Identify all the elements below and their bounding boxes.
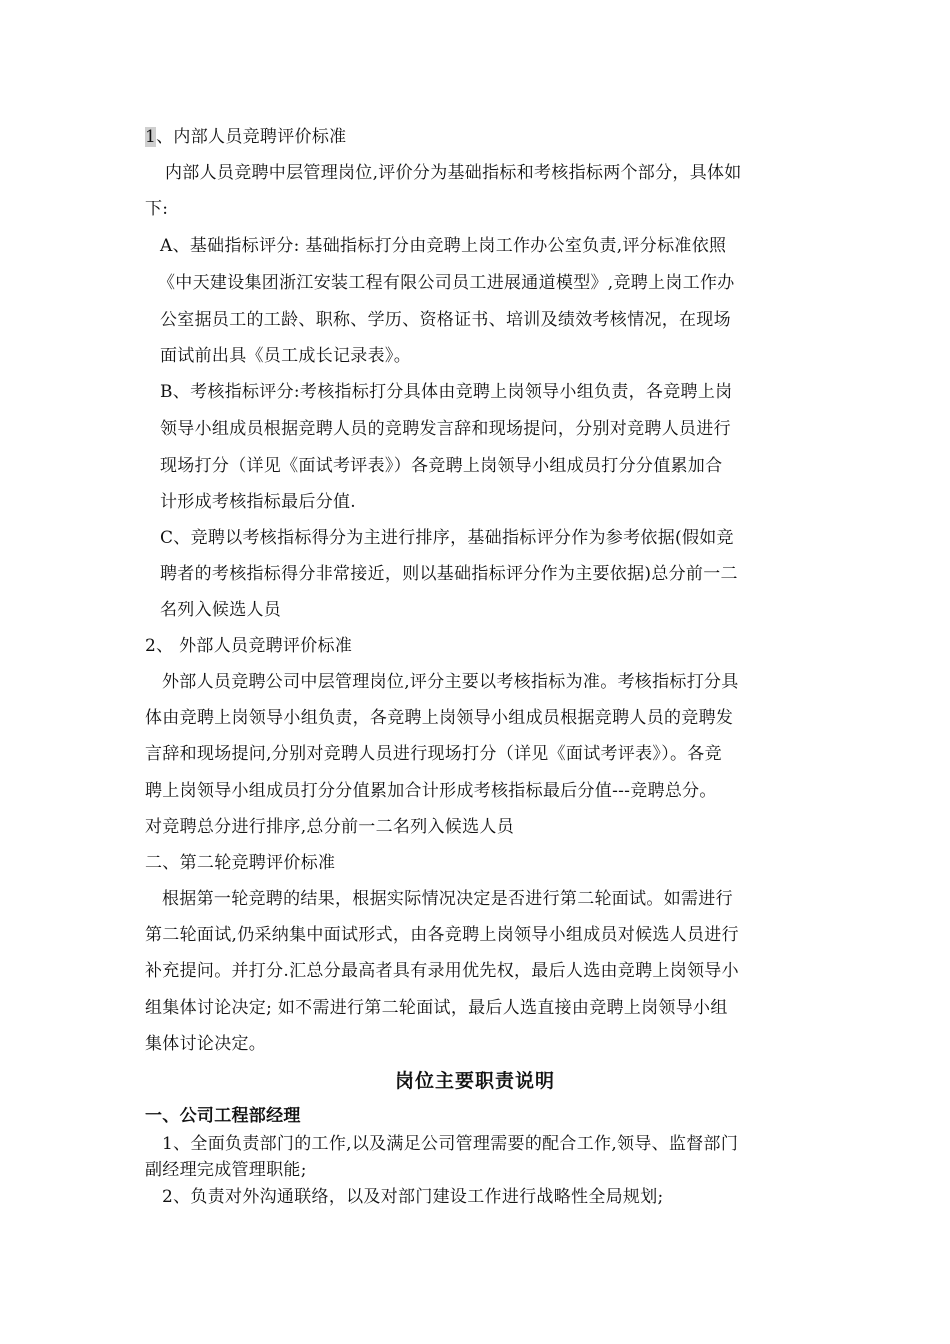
- item-a-line: 面试前出具《员工成长记录表》。: [160, 346, 411, 366]
- section-2-line: 体由竞聘上岗领导小组负责，各竞聘上岗领导小组成员根据竞聘人员的竞聘发: [145, 708, 734, 728]
- section-2-line: 对竞聘总分进行排序,总分前一二名列入候选人员: [145, 817, 515, 837]
- duty-item-line: 副经理完成管理职能;: [145, 1160, 307, 1180]
- duty-item-line: 2、负责对外沟通联络，以及对部门建设工作进行战略性全局规划;: [162, 1187, 664, 1207]
- section-2-heading: 2、 外部人员竞聘评价标准: [145, 636, 353, 656]
- round-2-line: 组集体讨论决定; 如不需进行第二轮面试，最后人选直接由竞聘上岗领导小组: [145, 998, 728, 1018]
- item-b-line: 计形成考核指标最后分值.: [160, 492, 357, 512]
- item-c-line: 名列入候选人员: [160, 600, 282, 620]
- section-1-heading: [145, 126, 346, 148]
- section-1-intro-line: 下:: [145, 199, 169, 219]
- section-2-line: 外部人员竞聘公司中层管理岗位,评分主要以考核指标为准。考核指标打分具: [162, 672, 739, 692]
- item-a-line: 《中天建设集团浙江安装工程有限公司员工进展通道模型》,竞聘上岗工作办: [158, 273, 735, 293]
- section-2-line: 聘上岗领导小组成员打分分值累加合计形成考核指标最后分值---竞聘总分。: [145, 781, 717, 801]
- item-b-line: B、考核指标评分:考核指标打分具体由竞聘上岗领导小组负责，各竞聘上岗: [160, 382, 733, 402]
- item-c-line: 聘者的考核指标得分非常接近，则以基础指标评分作为主要依据)总分前一二: [160, 564, 738, 584]
- item-a-line: A、基础指标评分: 基础指标打分由竞聘上岗工作办公室负责,评分标准依照: [160, 236, 727, 256]
- section-2-line: 言辞和现场提问,分别对竞聘人员进行现场打分（详见《面试考评表》）。各竞: [145, 744, 722, 764]
- item-c-line: C、竞聘以考核指标得分为主进行排序，基础指标评分作为参考依据(假如竞: [160, 528, 734, 548]
- section-1-heading-text: 、内部人员竞聘评价标准: [156, 127, 347, 147]
- item-a-line: 公室据员工的工龄、职称、学历、资格证书、培训及绩效考核情况，在现场: [160, 310, 731, 330]
- round-2-line: 补充提问。并打分.汇总分最高者具有录用优先权，最后人选由竞聘上岗领导小: [145, 961, 739, 981]
- round-2-line: 第二轮面试,仍采纳集中面试形式，由各竞聘上岗领导小组成员对候选人员进行: [145, 925, 739, 945]
- round-2-heading: 二、第二轮竞聘评价标准: [145, 853, 336, 873]
- round-2-line: 集体讨论决定。: [145, 1034, 267, 1054]
- round-2-line: 根据第一轮竞聘的结果，根据实际情况决定是否进行第二轮面试。如需进行: [162, 889, 733, 909]
- section-1-number: 1: [145, 127, 157, 147]
- section-1-intro-line: 内部人员竞聘中层管理岗位,评价分为基础指标和考核指标两个部分，具体如: [165, 163, 742, 183]
- duty-item-line: 1、全面负责部门的工作,以及满足公司管理需要的配合工作,领导、监督部门: [162, 1134, 739, 1154]
- item-b-line: 领导小组成员根据竞聘人员的竞聘发言辞和现场提问，分别对竞聘人员进行: [160, 419, 731, 439]
- item-b-line: 现场打分（详见《面试考评表》）各竞聘上岗领导小组成员打分分值累加合: [160, 456, 723, 476]
- duties-title: 岗位主要职责说明: [394, 1070, 555, 1092]
- duties-sub-heading: 一、公司工程部经理: [145, 1106, 301, 1126]
